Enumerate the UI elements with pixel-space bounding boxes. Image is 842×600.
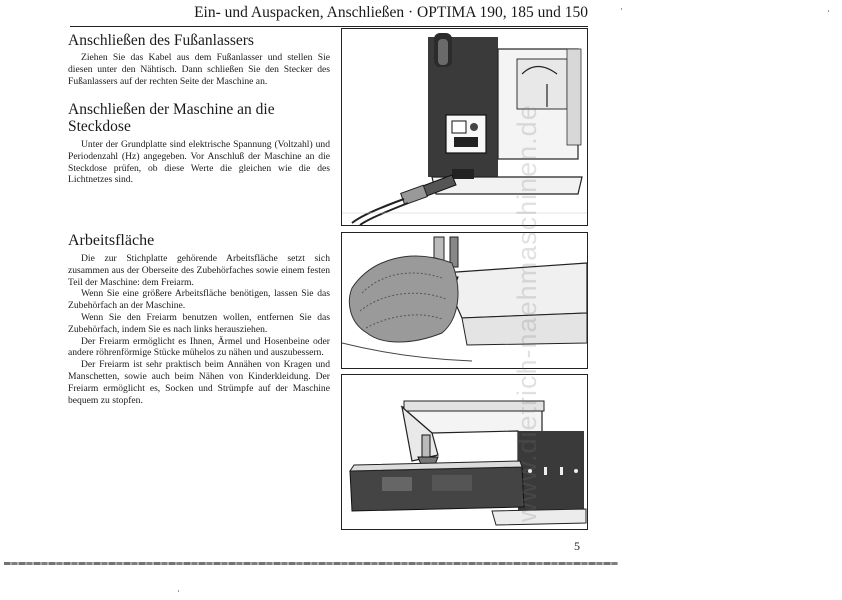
- figure-machine-accessory-box: [341, 374, 588, 530]
- section-paragraph: Wenn Sie den Freiarm benutzen wollen, entfernen Sie das Zubehörfach, indem Sie es nach links herausziehen.: [68, 311, 330, 335]
- section-paragraph: Ziehen Sie das Kabel aus dem Fußanlasser und stellen Sie diesen unter den Nähtisch. Dann schließen Sie den Stecker des Fußanlassers auf der rechten Seite der Maschine an.: [68, 52, 330, 87]
- section-heading: Anschließen der Maschine an die Steckdose: [68, 101, 275, 135]
- illustration-free-arm: [342, 233, 587, 368]
- figure-free-arm-fabric: [341, 232, 588, 369]
- illustration-machine: [342, 375, 587, 529]
- section-paragraph: Der Freiarm ist sehr praktisch beim Annähen von Kragen und Manschetten, sowie auch beim Nähen von Kinderkleidung. Der Freiarm ermöglicht es, Socken und Strümpfe auf der Maschine bequem zu stopfen.: [68, 359, 330, 406]
- scan-speck: [621, 8, 622, 10]
- header-rule: [70, 26, 588, 27]
- section-foot-pedal: [68, 32, 330, 87]
- section-paragraph: Die zur Stichplatte gehörende Arbeitsfläche setzt sich zusammen aus der Oberseite des Zubehörfaches sowie einem festen Teil der Maschine: dem Freiarm.: [68, 253, 330, 288]
- section-paragraph: Unter der Grundplatte sind elektrische Spannung (Voltzahl) und Periodenzahl (Hz) angegeben. Vor Anschluß der Maschine an die Steckdose prüfen, ob diese Werte die gleichen wie die des Lichtnetzes sind.: [68, 139, 330, 186]
- section-heading: Arbeitsfläche: [68, 232, 155, 249]
- section-power-outlet: [68, 101, 330, 186]
- section-paragraph: Der Freiarm ermöglicht es Ihnen, Ärmel und Hosenbeine oder andere röhrenförmige Stücke mühelos zu nähen und auszubessern.: [68, 335, 330, 359]
- scan-speck: [828, 10, 829, 12]
- footer-rule: [4, 562, 618, 565]
- page-number: 5: [574, 539, 580, 553]
- scan-speck: [178, 590, 179, 592]
- watermark-text: www.dietrich-naehmaschinen.de: [512, 104, 542, 522]
- section-work-surface: [68, 232, 330, 406]
- page-header: [150, 4, 588, 26]
- header-title: Ein- und Auspacken, Anschließen · OPTIMA 190, 185 und 150: [194, 4, 588, 21]
- section-paragraph: Wenn Sie eine größere Arbeitsfläche benötigen, lassen Sie das Zubehörfach an der Maschine.: [68, 288, 330, 312]
- illustration-plug: [342, 29, 587, 225]
- section-heading: Anschließen des Fußanlassers: [68, 32, 254, 49]
- figure-foot-pedal-plug: [341, 28, 588, 226]
